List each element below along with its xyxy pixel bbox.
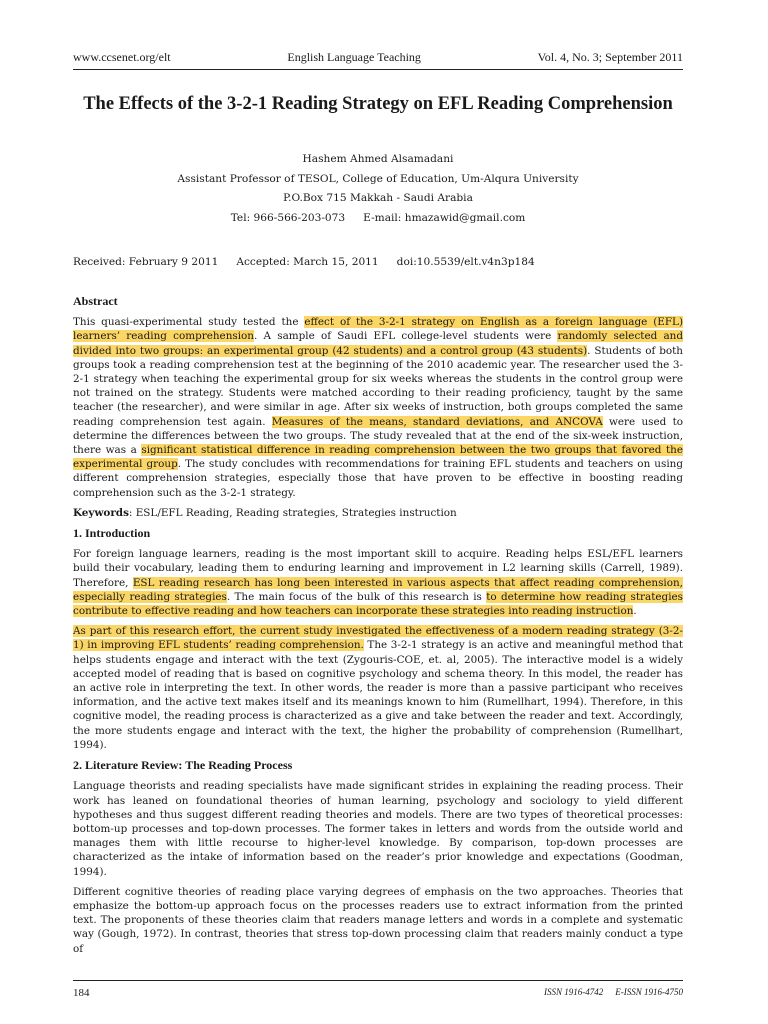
issn-block	[544, 987, 683, 999]
abstract-text: . A sample of Saudi EFL college-level students were	[254, 330, 558, 343]
abstract-text: This quasi-experimental study tested the	[73, 316, 305, 329]
abstract-heading: Abstract	[73, 294, 118, 308]
author-affiliation: Assistant Professor of TESOL, College of Education, Um-Alqura University	[177, 172, 579, 185]
author-block	[73, 150, 683, 228]
highlighted-text: randomly selected and divided into two groups: an experimental group (42 students) and a control group (43 students)	[73, 330, 684, 357]
litreview-paragraph-1: Language theorists and reading specialists have made significant strides in explaining the reading process. Their work has leaned on foundational theories of human learning, psychology and sociology to yield different hypotheses and thus suggest different reading theories and models. There are two types of theoretical processes: bottom-up processes and top-down processes. The former takes in letters and words from the outside world and manages them with little recourse to higher-level knowledge. By comparison, top-down processes are characterized as the intake of information based on the reader’s prior knowledge and expectations (Goodman, 1994).	[73, 780, 683, 878]
highlighted-text: Measures of the means, standard deviations, and ANCOVA	[271, 415, 603, 428]
abstract-text: . Students of both groups took a reading comprehension test at the beginning of the 2010 academic year. The researcher used the 3-2-1 strategy when teaching the experimental group for six weeks whereas the students in the control group were not trained on the strategy. Students were matched according to their reading proficiency, taught by the same teacher (the researcher), and were similar in age. After six weeks of instruction, both groups completed the same reading comprehension test again.	[73, 344, 683, 428]
introduction-heading: 1. Introduction	[73, 526, 151, 541]
highlighted-text: As part of this research effort, the current study investigated the effectiveness of a modern reading strategy (3-2-1) in improving EFL students’ reading comprehension.	[73, 625, 683, 652]
received-date: Received: February 9 2011	[73, 256, 219, 268]
intro-text: The 3-2-1 strategy is an active and meaningful method that helps students engage and interact with the text (Zygouris-COE, et. al, 2005). The interactive model is a widely accepted model of reading that is based on cognitive psychology and schema theory. In this model, the reader has an active role in interpreting the text. In other words, the reader is more than a passive participant who receives information, and the active text makes itself and its meanings known to him (Rumellhart, 1994). Therefore, in this cognitive model, the reading process is characterized as a give and take between the reader and text. Accordingly, the more students engage and interact with the text, the higher the probability of comprehension (Rumellhart, 1994).	[73, 639, 684, 751]
intro-text: For foreign language learners, reading is the most important skill to acquire. Reading helps ESL/EFL learners build their vocabulary, leading them to enduring learning and improvement in L2 learning skills (Carrell, 1989). Therefore,	[73, 548, 683, 589]
abstract-text: were used to determine the differences between the two groups. The study revealed that at the end of the six-week instruction, there was a	[73, 415, 683, 457]
author-name: Hashem Ahmed Alsamadani	[302, 153, 454, 165]
page-footer	[73, 980, 683, 999]
literature-review-heading: 2. Literature Review: The Reading Process	[73, 758, 293, 773]
doi[interactable]: doi:10.5539/elt.v4n3p184	[396, 256, 535, 268]
intro-paragraph-1	[73, 547, 683, 618]
running-header	[73, 50, 683, 70]
highlighted-text: ESL reading research has long been interested in various aspects that affect reading comprehension, especially reading strategies	[73, 576, 683, 603]
accepted-date: Accepted: March 15, 2011	[236, 256, 379, 268]
journal-volume: Vol. 4, No. 3; September 2011	[537, 50, 683, 64]
litreview-paragraph-2: Different cognitive theories of reading place varying degrees of emphasis on the two approaches. Theories that emphasize the bottom-up approach focus on the processes readers use to extract information from the printed text. The proponents of these theories claim that readers manage letters and words in a complete and systematic way (Gough, 1972). In contrast, theories that stress top-down processing claim that readers mainly conduct a type of	[73, 885, 683, 955]
author-tel: Tel: 966-566-203-073	[230, 211, 346, 224]
intro-text: . The main focus of the bulk of this research is	[226, 590, 487, 603]
keywords-line	[73, 506, 683, 520]
author-address: P.O.Box 715 Makkah - Saudi Arabia	[283, 192, 473, 204]
eissn: E-ISSN 1916-4750	[615, 987, 683, 997]
issn: ISSN 1916-4742	[544, 987, 604, 997]
paper-body	[73, 294, 683, 962]
highlighted-text: effect of the 3-2-1 strategy on English as a foreign language (EFL) learners’ reading comprehension	[73, 316, 684, 343]
highlighted-text: to determine how reading strategies contribute to effective reading and how teachers can incorporate these strategies into reading instruction	[73, 590, 683, 618]
journal-website[interactable]: www.ccsenet.org/elt	[73, 50, 171, 64]
abstract-paragraph	[73, 315, 683, 500]
author-contact	[73, 209, 683, 229]
article-dates	[73, 256, 683, 268]
paper-title: The Effects of the 3-2-1 Reading Strategy on EFL Reading Comprehension	[83, 94, 673, 114]
keywords-text: : ESL/EFL Reading, Reading strategies, Strategies instruction	[128, 506, 457, 519]
intro-paragraph-2	[73, 624, 683, 752]
journal-name: English Language Teaching	[287, 50, 421, 64]
highlighted-text: significant statistical difference in reading comprehension between the two groups that favored the experimental group	[73, 444, 683, 471]
abstract-text: . The study concludes with recommendations for training EFL students and teachers on using different comprehension strategies, especially those that have proven to be effective in boosting reading comprehension such as the 3-2-1 strategy.	[73, 458, 683, 499]
author-email[interactable]: E-mail: hmazawid@gmail.com	[363, 211, 526, 224]
keywords-label: Keywords	[73, 506, 129, 519]
page-number: 184	[73, 987, 90, 999]
intro-text: .	[633, 605, 637, 618]
